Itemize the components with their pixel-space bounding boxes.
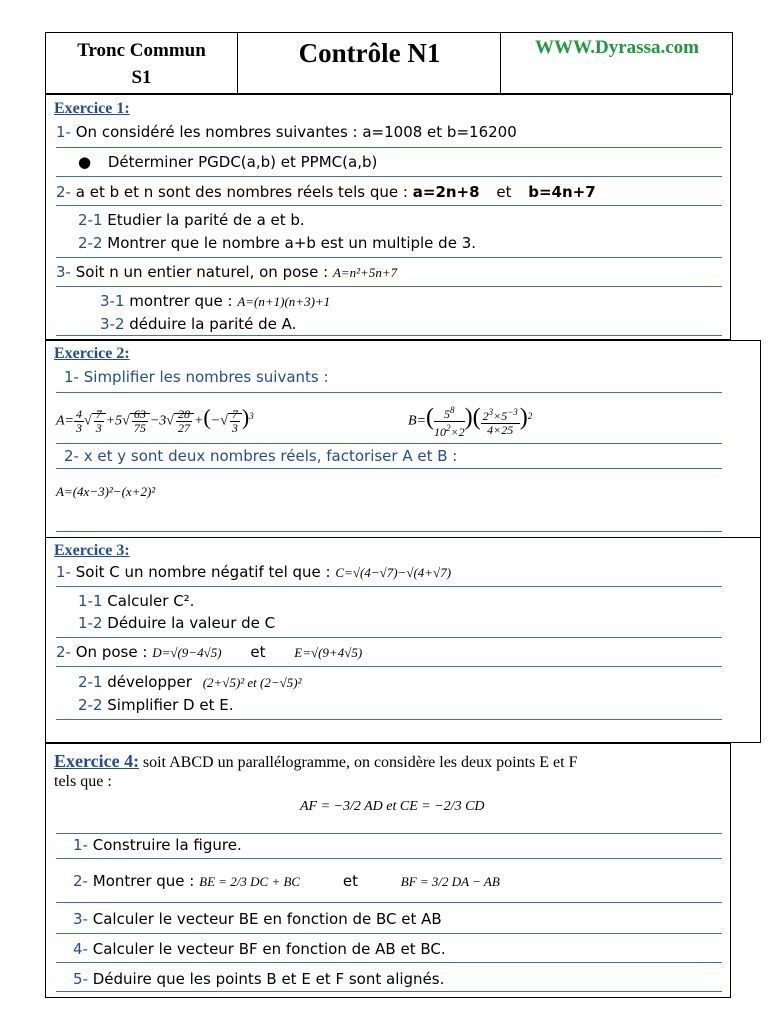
- ex2-q2-A: A=(4x−3)²−(x+2)²: [56, 484, 156, 499]
- ex1-q2-2-text: Montrer que le nombre a+b est un multiple de 3.: [107, 234, 477, 252]
- ex3-q2-1: [78, 673, 302, 691]
- ex3-q1-2-text: Déduire la valeur de C: [107, 614, 276, 632]
- rule: [56, 147, 722, 148]
- header-table: [45, 32, 733, 95]
- ex2-formula-B: B=( $\frac{5^8}{10^2\times 2}$ )( $\frac{2^3\times 5^{-3}}{4\times 25}$ )$^2$: [408, 404, 533, 439]
- rule: [56, 176, 722, 177]
- ex3-q1-1-text: Calculer C².: [107, 592, 195, 610]
- ex4-intro: soit ABCD un parallélogramme, on considère les deux points E et F: [142, 754, 578, 771]
- ex4-q4: [73, 940, 446, 958]
- ex3-q2-2-text: Simplifier D et E.: [107, 696, 234, 714]
- ex3-q1-2: [78, 614, 275, 632]
- ex1-q2-1-num: 2-1: [78, 211, 103, 229]
- rule: [56, 205, 722, 206]
- ex1-q3-2-num: 3-2: [100, 315, 125, 333]
- ex3-q2-text: On pose :: [75, 643, 148, 661]
- ex1-q2-text: a et b et n sont des nombres réels tels que :: [75, 183, 408, 201]
- rule: [56, 902, 722, 903]
- level-line1: Tronc Commun: [77, 40, 206, 61]
- ex2-q1-text: Simplifier les nombres suivants :: [83, 368, 329, 386]
- rule: [56, 666, 722, 667]
- rule: [56, 286, 722, 287]
- website-link[interactable]: WWW.Dyrassa.com: [535, 37, 699, 58]
- ex1-q2-a: a=2n+8: [412, 183, 480, 201]
- ex1-q2-1-text: Etudier la parité de a et b.: [107, 211, 305, 229]
- ex4-q3-text: Calculer le vecteur BE en fonction de BC et AB: [92, 910, 442, 928]
- ex4-q2-num: 2-: [73, 872, 88, 890]
- ex4-q2-and: et: [342, 872, 358, 890]
- rule: [56, 335, 722, 336]
- ex2-q2: [64, 447, 457, 465]
- ex1-q3-1-formula: A=(n+1)(n+3)+1: [237, 294, 331, 309]
- rule: [56, 586, 722, 587]
- ex1-q2-and: et: [496, 183, 512, 201]
- ex4-def-formula: AF = −3/2 AD et CE = −2/3 CD: [300, 799, 485, 814]
- ex3-q1-formula: C=√(4−√7)−√(4+√7): [335, 565, 452, 580]
- ex4-q2-text: Montrer que :: [92, 872, 195, 890]
- ex3-q1-text: Soit C un nombre négatif tel que :: [75, 563, 331, 581]
- ex3-q1-1: [78, 592, 194, 610]
- ex3-q1-num: 1-: [56, 563, 71, 581]
- rule: [56, 392, 722, 393]
- ex3-q1-1-num: 1-1: [78, 592, 103, 610]
- rule: [56, 257, 722, 258]
- ex3-q1-2-num: 1-2: [78, 614, 103, 632]
- exercise-3-title: Exercice 3:: [54, 542, 130, 559]
- ex3-q2-2: [78, 696, 234, 714]
- rule: [56, 962, 722, 963]
- ex1-q2-1: [78, 211, 305, 229]
- rule: [56, 833, 722, 834]
- rule: [56, 858, 722, 859]
- exam-title: Contrôle N1: [239, 33, 501, 94]
- ex1-q3-num: 3-: [56, 263, 71, 281]
- ex4-q5: [73, 970, 444, 988]
- ex1-q2-2-num: 2-2: [78, 234, 103, 252]
- level-cell: [46, 33, 238, 94]
- ex1-q3-formula: A=n²+5n+7: [332, 265, 398, 280]
- ex3-q2-and: et: [250, 643, 266, 661]
- ex2-q1: [64, 368, 329, 386]
- ex4-q2-f1: BE = 2/3 DC + BC: [199, 874, 301, 889]
- rule: [56, 468, 722, 469]
- ex3-q2-1-num: 2-1: [78, 673, 103, 691]
- ex4-q1-text: Construire la figure.: [92, 836, 242, 854]
- bullet-icon: ●: [78, 153, 92, 171]
- ex4-q4-num: 4-: [73, 940, 88, 958]
- rule: [56, 719, 722, 720]
- ex3-q2-D: D=√(9−4√5): [152, 645, 222, 660]
- ex4-q3: [73, 910, 442, 928]
- ex2-q2-text: x et y sont deux nombres réels, factoriser A et B :: [83, 447, 458, 465]
- rule: [56, 531, 722, 532]
- exercise-2-title: Exercice 2:: [54, 345, 130, 362]
- ex1-q3-1: [100, 292, 330, 310]
- ex1-q2: [56, 183, 596, 201]
- ex2-formula-A: A= $\frac{4}{3}$ √ $\frac{7}{3}$ +5√ $\frac{63}{75}$ −3√ $\frac{28}{27}$ +(−√ $\frac{7}{3}$ )$^3$: [56, 404, 254, 435]
- ex4-intro-line: [54, 751, 577, 772]
- ex1-q3: [56, 263, 397, 281]
- ex4-q2-f2: BF = 3/2 DA − AB: [400, 874, 500, 889]
- ex2-q2-num: 2-: [64, 447, 79, 465]
- rule: [56, 933, 722, 934]
- ex1-q2-b: b=4n+7: [528, 183, 596, 201]
- ex1-bullet: [78, 153, 377, 171]
- ex3-q2-num: 2-: [56, 643, 71, 661]
- ex1-q3-1-num: 3-1: [100, 292, 125, 310]
- exercise-4-box: [45, 743, 731, 998]
- rule: [56, 637, 722, 638]
- ex4-q5-text: Déduire que les points B et E et F sont alignés.: [92, 970, 445, 988]
- ex1-q2-2: [78, 234, 476, 252]
- ex3-q1: [56, 563, 451, 581]
- ex4-q3-num: 3-: [73, 910, 88, 928]
- ex4-q5-num: 5-: [73, 970, 88, 988]
- ex3-q2-1-formula: (2+√5)² et (2−√5)²: [202, 675, 302, 690]
- ex3-q2-E: E=√(9+4√5): [294, 645, 363, 660]
- ex2-q1-num: 1-: [64, 368, 79, 386]
- ex3-q2: [56, 643, 362, 661]
- ex1-q1-num: 1-: [56, 123, 71, 141]
- ex1-q3-2-text: déduire la parité de A.: [129, 315, 297, 333]
- rule: [56, 443, 722, 444]
- ex1-q3-1-text: montrer que :: [129, 292, 233, 310]
- ex4-q1: [73, 836, 242, 854]
- ex1-q3-text: Soit n un entier naturel, on pose :: [75, 263, 329, 281]
- ex4-q4-text: Calculer le vecteur BF en fonction de AB et BC.: [92, 940, 446, 958]
- ex4-q2: [73, 872, 500, 890]
- exercise-4-title: Exercice 4:: [54, 751, 140, 771]
- ex4-q1-num: 1-: [73, 836, 88, 854]
- level-line2: S1: [131, 67, 152, 88]
- ex4-intro2: tels que :: [54, 773, 112, 790]
- ex1-q3-2: [100, 315, 296, 333]
- ex1-q1-text: On considéré les nombres suivantes : a=1008 et b=16200: [75, 123, 517, 141]
- exercise-1-title: Exercice 1:: [54, 100, 130, 117]
- ex3-q2-2-num: 2-2: [78, 696, 103, 714]
- rule: [56, 991, 722, 992]
- ex3-q2-1-text: développer: [107, 673, 192, 691]
- ex1-q1: [56, 123, 517, 141]
- ex1-bullet-text: Déterminer PGDC(a,b) et PPMC(a,b): [107, 153, 378, 171]
- ex1-q2-num: 2-: [56, 183, 71, 201]
